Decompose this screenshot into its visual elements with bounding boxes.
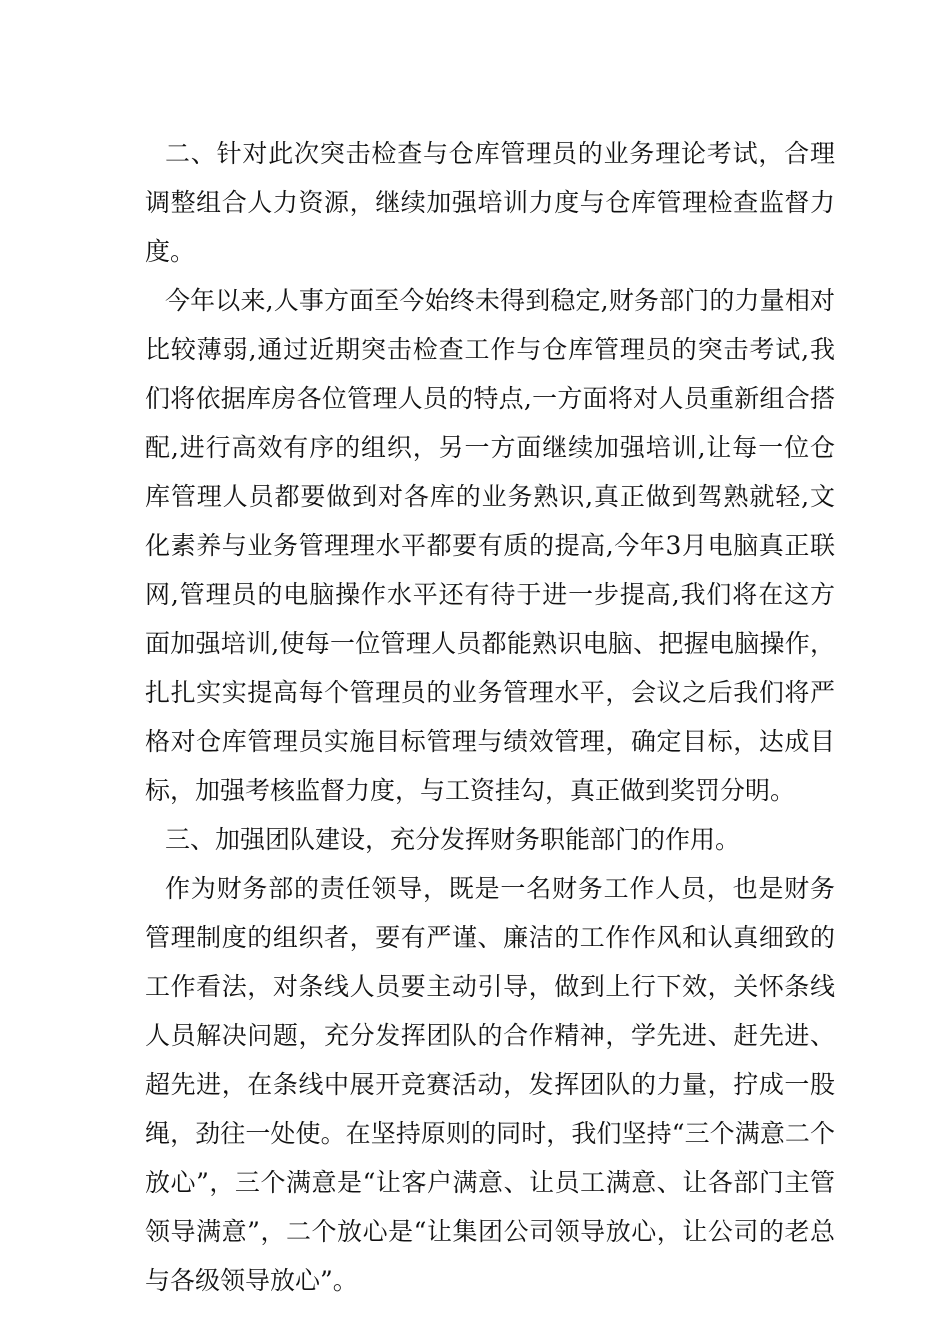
document-body <box>145 129 835 1305</box>
paragraph-staffing-training: 今年以来,人事方面至今始终未得到稳定,财务部门的力量相对比较薄弱,通过近期突击检查工作与仓库管理员的突击考试,我们将依据库房各位管理人员的特点,一方面将对人员重新组合搭配,进行高效有序的组织，另一方面继续加强培训,让每一位仓库管理人员都要做到对各库的业务熟识,真正做到驾熟就轻,文化素养与业务管理理水平都要有质的提高,今年3月电脑真正联网,管理员的电脑操作水平还有待于进一步提高,我们将在这方面加强培训,使每一位管理人员都能熟识电脑、把握电脑操作，扎扎实实提高每个管理员的业务管理水平，会议之后我们将严格对仓库管理员实施目标管理与绩效管理，确定目标，达成目标，加强考核监督力度，与工资挂勾，真正做到奖罚分明。 <box>145 286 835 805</box>
paragraph-section-two-heading: 二、针对此次突击检查与仓库管理员的业务理论考试，合理调整组合人力资源，继续加强培训力度与仓库管理检查监督力度。 <box>145 139 835 266</box>
paragraph-section-three-heading: 三、加强团队建设，充分发挥财务职能部门的作用。 <box>165 825 741 854</box>
paragraph-team-building: 作为财务部的责任领导，既是一名财务工作人员，也是财务管理制度的组织者，要有严谨、廉洁的工作作风和认真细致的工作看法，对条线人员要主动引导，做到上行下效，关怀条线人员解决问题，充分发挥团队的合作精神，学先进、赶先进、超先进，在条线中展开竞赛活动，发挥团队的力量，拧成一股绳，劲往一处使。在坚持原则的同时，我们坚持“三个满意二个放心”，三个满意是“让客户满意、让员工满意、让各部门主管领导满意”，二个放心是“让集团公司领导放心，让公司的老总与各级领导放心”。 <box>145 874 835 1295</box>
